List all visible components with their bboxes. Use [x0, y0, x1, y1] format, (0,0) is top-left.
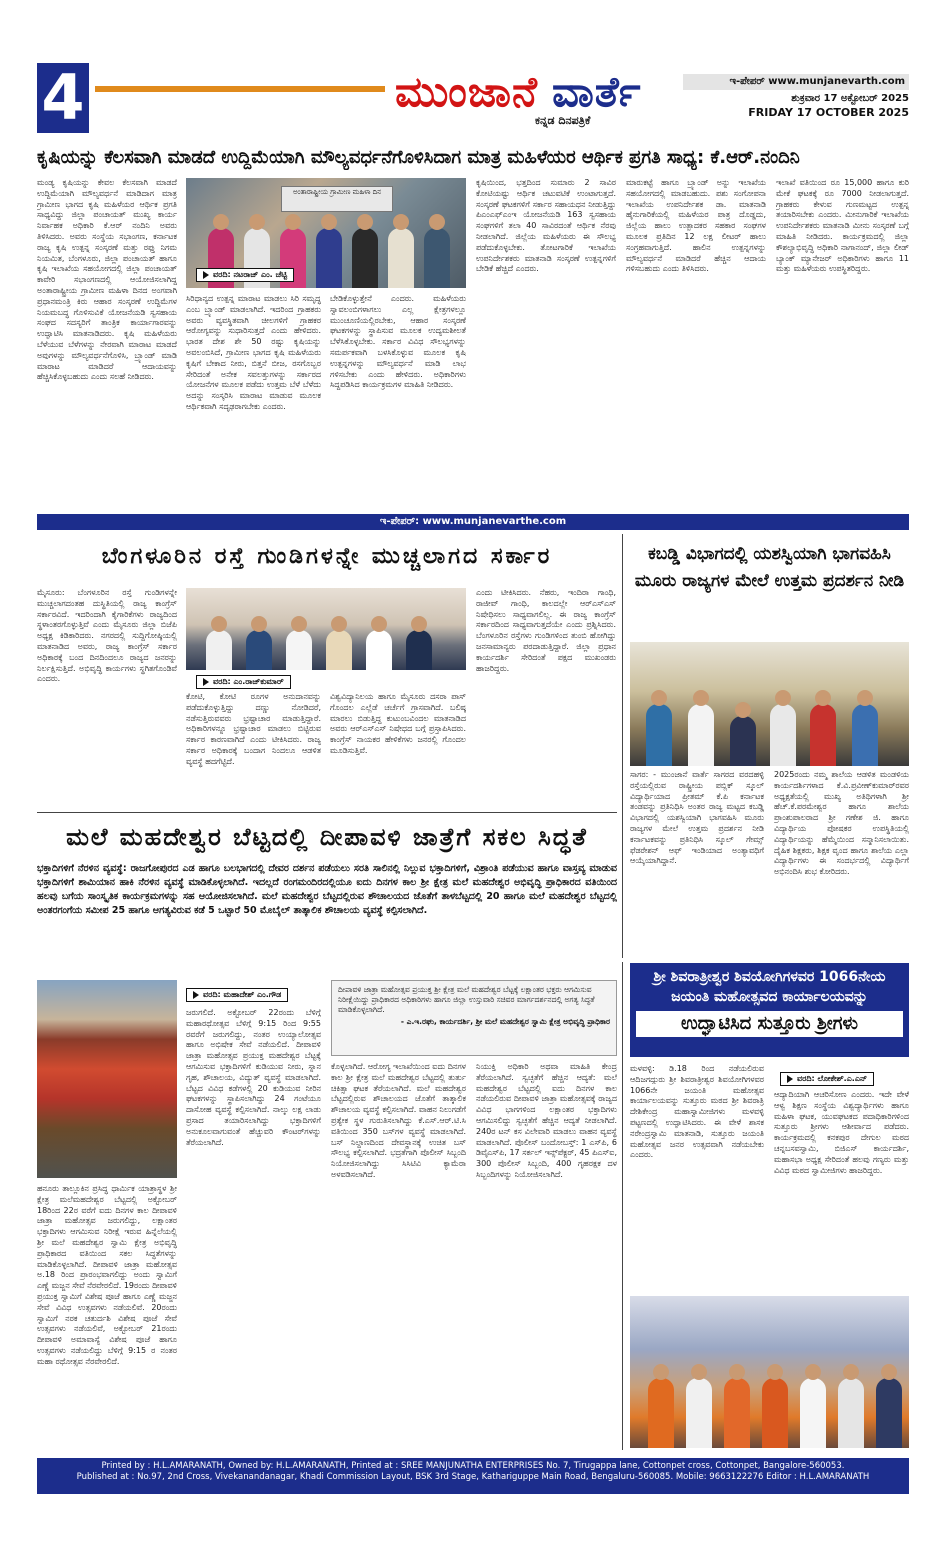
page-number: 4 — [37, 63, 89, 133]
credit-arrow-icon — [203, 271, 209, 279]
story1-col2: ಸಿರಿಧಾನ್ಯದ ಉತ್ಪನ್ನ ಮಾರಾಟ ಮಾಡಲು ಸಿರಿ ಸಮೃದ್ಧ ಎಂಬ ಬ್ರ್ಯಾಂಡ್ ಮಾಡಲಾಗಿದೆ. ಇದರಿಂದ ಗ್ರಾಹಕರು ಅವರು ವ್ಯವಸ್ಥಿತವಾಗಿ ಚೀಲಗಳಿಗೆ ಗ್ರಾಹಕರ ಆರೋಗ್ಯವನ್ನು ಸುಧಾರಿಸುತ್ತದೆ ಎಂದು ಹೇಳಿದರು. ಭಾರತ ದೇಶ ಶೇ 50 ರಷ್ಟು ಕೃಷಿಯನ್ನು ಅವಲಂಬಿಸಿದೆ, ಗ್ರಾಮೀಣ ಭಾಗದ ಕೃಷಿ ಮಹಿಳೆಯರು ಕೃಷಿಗೆ ಬೇಕಾದ ನೀರು, ಬಿತ್ತನೆ ಬೀಜ, ರಸಗೊಬ್ಬರ ಸೇರಿದಂತೆ ಅನೇಕ ಸವಲತ್ತುಗಳನ್ನು ಸರ್ಕಾರದ ಯೋಜನೆಗಳ ಮೂಲಕ ಪಡೆದು ಉತ್ತಮ ಬೆಳೆ ಬೆಳೆದು ಅದನ್ನು ಸಂಸ್ಕರಿಸಿ ಮಾರಾಟ ಮಾಡುವ ಮೂಲಕ ಆರ್ಥಿಕವಾಗಿ ಸದೃಢರಾಗಬೇಕು ಎಂದರು. — [186, 294, 321, 411]
story4-quote-author: - ಎ.ಇ.ರಘು, ಕಾರ್ಯದರ್ಶಿ, ಶ್ರೀ ಮಲೆ ಮಹದೇಶ್ವರ ಸ್ವಾಮಿ ಕ್ಷೇತ್ರ ಅಭಿವೃದ್ಧಿ ಪ್ರಾಧಿಕಾರ — [400, 1017, 610, 1026]
story3-col1: ಸಾಗರ: - ಮುಂಜಾನೆ ವಾರ್ತೆ ಸಾಗರದ ವರದಹಳ್ಳಿ ರಸ್ತೆಯಲ್ಲಿರುವ ರಾಷ್ಟ್ರೀಯ ಪಬ್ಲಿಕ್ ಸ್ಕೂಲ್ ವಿದ್ಯಾರ್ಥಿಯಾದ ಪ್ರೀತಮ್ ಕೆ.ಪಿ ಕರ್ನಾಟಕ ತಂಡವನ್ನು ಪ್ರತಿನಿಧಿಸಿ ಅಂತರ ರಾಜ್ಯ ಮಟ್ಟದ ಕಬಡ್ಡಿ ವಿಭಾಗದಲ್ಲಿ ಯಶಸ್ವಿಯಾಗಿ ಭಾಗವಹಿಸಿ ಮೂರು ರಾಜ್ಯಗಳ ಮೇಲೆ ಉತ್ತಮ ಪ್ರದರ್ಶನ ನೀಡಿ ಕರ್ನಾಟಕವನ್ನು ಪ್ರತಿನಿಧಿಸಿ ಸ್ಕೂಲ್ ಗೇಮ್ಸ್ ಫೆಡರೇಶನ್ ಆಫ್ ಇಂಡಿಯಾದ ಅಂತ್ಯಾವಧಿಗೆ ಆಯ್ಕೆಯಾಗಿದ್ದಾನೆ. — [630, 770, 764, 866]
credit-arrow-icon — [193, 991, 199, 999]
story2-photo — [186, 588, 466, 670]
story4-quote — [331, 980, 617, 1056]
story2-col3: ವಿಶ್ವವಿದ್ಯಾನಿಲಯ ಹಾಗೂ ಮೈಸೂರು ದಸರಾ ಪಾಸ್ ಗೊಂದಲ ಎಲ್ಲೆಡೆ ಚರ್ಚೆಗೆ ಗ್ರಾಸವಾಗಿದೆ. ಬಲಿಷ್ಠ ಮಾರಲು ಬಿಡುತ್ತಿದ್ದ ಕುಟುಂಬವಿಂದಲ ಮಾತನಾಡಿದ ಅವರು ಆರ್‌ಎಸ್‌ಎಸ್ ನಿಷೇಧದ ಬಗ್ಗೆ ಪ್ರಸ್ತಾಪಿಸಿದರು. ಕಾಂಗ್ರೆಸ್ ನಾಯಕರ ಹೇಳಿಕೆಗಳು ಜನರಲ್ಲಿ ಗೊಂದಲ ಮೂಡಿಸುತ್ತಿವೆ. — [330, 692, 466, 755]
story4-lead: ಭಕ್ತಾದಿಗಳಿಗೆ ನೆರಳಿನ ವ್ಯವಸ್ಥೆ: ರಾಜಗೋಪುರದ ಎಡ ಹಾಗೂ ಬಲಭಾಗದಲ್ಲಿ ದೇವರ ದರ್ಶನ ಪಡೆಯಲು ಸರತಿ ಸಾಲಿನಲ್ಲಿ ನಿಲ್ಲುವ ಭಕ್ತಾದಿಗಳಿಗೆ, ವಿಶ್ರಾಂತಿ ಪಡೆಯುವ ಹಾಗೂ ವಾಸ್ತವ್ಯ ಮಾಡುವ ಭಕ್ತಾದಿಗಳಿಗೆ ಶಾಮಿಯಾನ ಹಾಕಿ ನೆರಳಿನ ವ್ಯವಸ್ಥೆ ಮಾಡಿಕೊಳ್ಳಲಾಗಿದೆ. ಇದಲ್ಲದೆ ರಂಗಮಂದಿರದಲ್ಲಿಯೂ ಐದು ದಿನಗಳ ಕಾಲ ಶ್ರೀ ಕ್ಷೇತ್ರ ಮಲೆ ಮಹದೇಶ್ವರ ಅಭಿವೃದ್ಧಿ ಪ್ರಾಧಿಕಾರದ ವತಿಯಿಂದ ಹಲವು ಬಗೆಯ ಸಾಂಸ್ಕೃತಿಕ ಕಾರ್ಯಕ್ರಮಗಳನ್ನು ಸಹ ಆಯೋಜಿಸಲಾಗಿದೆ. ಮಲೆ ಮಹದೇಶ್ವರ ಬೆಟ್ಟದಲ್ಲಿರುವ ಶೌಚಾಲಯದ ಜೊತೆಗೆ ತಾಳಬೆಟ್ಟದಲ್ಲಿ 20 ಹಾಗೂ ಮಲೆ ಮಹದೇಶ್ವರ ಬೆಟ್ಟದಲ್ಲಿ ಅಂತರಗಂಗೆಯ ಸಮೀಪ 25 ಹಾಗೂ ಆಗತ್ಯವಿರುವ ಕಡೆ 5 ಒಟ್ಟಾರೆ 50 ಮೊಬೈಲ್ ತಾತ್ಕಾಲಿಕ ಶೌಚಾಲಯ ವ್ಯವಸ್ಥೆ ಕಲ್ಪಿಸಲಾಗಿದೆ. — [37, 863, 617, 916]
story5-headline-line2: ಜಯಂತಿ ಮಹೋತ್ಸವದ ಕಾರ್ಯಾಲಯವನ್ನು — [671, 989, 868, 1005]
story2-col2: ಕೋಟಿ, ಕೋಟಿ ರೂಗಳ ಅನುದಾನವನ್ನು ಪಡೆದುಕೊಳ್ಳುತ್ತಿದ್ದು ದಣ್ಣು ನೋಡಿದರೆ, ನಡೆಸುತ್ತಿರುವವರು ಭ್ರಷ್ಟಾಚಾರ ಮಾಡುತ್ತಿದ್ದಾರೆ. ಅಧಿಕಾರಿಗಳನ್ನೂ ಭ್ರಷ್ಟಾಚಾರ ಮಾಡಲು ಬಿಟ್ಟಿರುವ ಸರ್ಕಾರ ಕಾರಣವಾಗಿದೆ ಎಂದು ಟೀಕಿಸಿದರು. ರಾಜ್ಯ ಸರ್ಕಾರ ಅಧಿಕಾರಕ್ಕೆ ಬಂದಾಗ ನಿಂದಲೂ ಆಡಳಿತ ವ್ಯವಸ್ಥೆ ಹದಗೆಟ್ಟಿದೆ. — [186, 692, 321, 766]
story2-col4: ಎಂದು ಟೀಕಿಸಿದರು. ನೆಹರು, ಇಂದಿರಾ ಗಾಂಧಿ, ರಾಜೀವ್ ಗಾಂಧಿ, ಕಾಲದಲ್ಲೇ ಆರ್‌ಎಸ್‌ಎಸ್ ನಿಷೇಧಿಸಲು ಸಾಧ್ಯವಾಗಲಿಲ್ಲ. ಈ ರಾಜ್ಯ ಕಾಂಗ್ರೆಸ್ ಸರ್ಕಾರದಿಂದ ಸಾಧ್ಯವಾಗುತ್ತದೆಯೇ ಎಂದು ಪ್ರಶ್ನಿಸಿದರು. ಬೆಂಗಳೂರಿನ ರಸ್ತೆಗಳು ಗುಂಡಿಗಳಿಂದ ತುಂಬಿ ಹೋಗಿದ್ದು ಜನಸಾಮಾನ್ಯರು ಪರದಾಡುತ್ತಿದ್ದಾರೆ. ಜಿಲ್ಲಾ ಪ್ರಧಾನ ಕಾರ್ಯದರ್ಶಿ ಸೇರಿದಂತೆ ಪಕ್ಷದ ಮುಖಂಡರು ಹಾಜರಿದ್ದರು. — [476, 588, 616, 673]
story1-col5: ಮಾರುಕಟ್ಟೆ ಹಾಗೂ ಬ್ರ್ಯಾಂಡ್ ಅನ್ನು ಇಲಾಖೆಯ ಸಹಯೋಗದಲ್ಲಿ ಮಾಡಬಹುದು. ಪಶು ಸಂಗೋಪನಾ ಇಲಾಖೆಯ ಉಪನಿರ್ದೇಶಕ ಡಾ. ಮಾತನಾಡಿ ಹೈನುಗಾರಿಕೆಯಲ್ಲಿ ಮಹಿಳೆಯರ ಪಾತ್ರ ದೊಡ್ಡದು, ಜಿಲ್ಲೆಯ ಹಾಲು ಉತ್ಪಾದಕರ ಸಹಕಾರ ಸಂಘಗಳ ಮೂಲಕ ಪ್ರತಿದಿನ 12 ಲಕ್ಷ ಲೀಟರ್ ಹಾಲು ಸಂಗ್ರಹವಾಗುತ್ತಿದೆ. ಹಾಲಿನ ಉತ್ಪನ್ನಗಳನ್ನು ಮೌಲ್ಯವರ್ಧನೆ ಮಾಡಿದರೆ ಹೆಚ್ಚಿನ ಆದಾಯ ಗಳಿಸಬಹುದು ಎಂದು ತಿಳಿಸಿದರು. — [626, 178, 766, 274]
imprint-line2: Published at : No.97, 2nd Cross, Vivekanandanagar, Khadi Commission Layout, BSK 3rd Stage, Katharigupp​e Main Road, Bengaluru-560085. Mobile: 9663122276 Editor : H.L.AMARANATH — [76, 1472, 870, 1482]
story4-col1: ಹನೂರು ತಾಲ್ಲೂಕಿನ ಪ್ರಸಿದ್ಧ ಧಾರ್ಮಿಕ ಯಾತ್ರಾಸ್ಥಳ ಶ್ರೀ ಕ್ಷೇತ್ರ ಮಲೆಮಹದೇಶ್ವರ ಬೆಟ್ಟದಲ್ಲಿ ಅಕ್ಟೋಬರ್ 18ರಿಂದ 22ರ ವರೆಗೆ ಐದು ದಿನಗಳ ಕಾಲ ದೀಪಾವಳಿ ಜಾತ್ರಾ ಮಹೋತ್ಸವ ಜರುಗಲಿದ್ದು, ಲಕ್ಷಾಂತರ ಭಕ್ತಾದಿಗಳು ಆಗಮಿಸುವ ನಿರೀಕ್ಷೆ ಇರುವ ಹಿನ್ನೆಲೆಯಲ್ಲಿ ಶ್ರೀ ಮಲೆ ಮಹದೇಶ್ವರ ಸ್ವಾಮಿ ಕ್ಷೇತ್ರ ಅಭಿವೃದ್ಧಿ ಪ್ರಾಧಿಕಾರದ ವತಿಯಿಂದ ಸಕಲ ಸಿದ್ಧತೆಗಳನ್ನು ಮಾಡಿಕೊಳ್ಳಲಾಗಿದೆ. ದೀಪಾವಳಿ ಜಾತ್ರಾ ಮಹೋತ್ಸವ ಅ.18 ರಿಂದ ಪ್ರಾರಂಭವಾಗಲಿದ್ದು ಅಂದು ಸ್ವಾಮಿಗೆ ಎಣ್ಣೆ ಮಜ್ಜನ ಸೇವೆ ನೆರವೇರಲಿದೆ. 19ರಂದು ದೀಪಾವಳಿ ಪ್ರಯುಕ್ತ ಸ್ವಾಮಿಗೆ ವಿಶೇಷ ಪೂಜೆ ಹಾಗೂ ಎಣ್ಣೆ ಮಜ್ಜನ ಸೇವೆ ವಿವಿಧ ಉತ್ಸವಗಳು ನಡೆಯಲಿವೆ. 20ರಂದು ಸ್ವಾಮಿಗೆ ನರಕ ಚತುರ್ದಶಿ ವಿಶೇಷ ಪೂಜೆ ಸೇವೆ ಉತ್ಸವಗಳು ನಡೆಯಲಿವೆ, ಅಕ್ಟೋಬರ್ 21ರಂದು ದೀಪಾವಳಿ ಅಮಾವಾಸ್ಯೆ ವಿಶೇಷ ಪೂಜೆ ಹಾಗೂ ಉತ್ಸವಗಳು ನಡೆಯಲಿದ್ದು ಬೆಳಿಗ್ಗೆ 9:15 ರ ನಂತರ ಮಹಾ ರಥೋತ್ಸವ ನೆರವೇರಲಿದೆ. — [37, 1184, 177, 1366]
story4-photo — [37, 980, 177, 1178]
story2-headline[interactable]: ಬೆಂಗಳೂರಿನ ರಸ್ತೆ ಗುಂಡಿಗಳನ್ನೇ ಮುಚ್ಚಲಾಗದ ಸರ್ಕಾರ — [101, 544, 553, 569]
story2-credit: ವರದಿ: ಎಂ.ರಾಜ್‌ಕುಮಾರ್ — [196, 675, 291, 689]
masthead — [395, 67, 642, 116]
story5-credit: ವರದಿ: ಲೋಕೇಶ್.ಎ.ಎನ್ — [780, 1072, 874, 1086]
story5-headline[interactable] — [630, 963, 909, 1057]
story5-photo — [630, 1296, 909, 1448]
story4-headline[interactable]: ಮಲೆ ಮಹದೇಶ್ವರ ಬೆಟ್ಟದಲ್ಲಿ ದೀಪಾವಳಿ ಜಾತ್ರೆಗೆ ಸಕಲ ಸಿದ್ಧತೆ — [66, 823, 588, 851]
photo-banner: ಅಂತಾರಾಷ್ಟ್ರೀಯ ಗ್ರಾಮೀಣ ಮಹಿಳಾ ದಿನ — [281, 186, 393, 212]
story5-col1: ಮಳವಳ್ಳಿ: ಡಿ.18 ರಿಂದ ನಡೆಯಲಿರುವ ಆದಿಜಗದ್ಗುರು ಶ್ರೀ ಶಿವರಾತ್ರೀಶ್ವರ ಶಿವಯೋಗಿಗಳವರ 1066ನೇ ಜಯಂತಿ ಮಹೋತ್ಸವ ಕಾರ್ಯಾಲಯವನ್ನು ಸುತ್ತೂರು ಮಠದ ಶ್ರೀ ಶಿವರಾತ್ರಿ ದೇಶಿಕೇಂದ್ರ ಮಹಾಸ್ವಾಮೀಜಿಗಳು ಮಳವಳ್ಳಿ ಪಟ್ಟಣದಲ್ಲಿ ಉದ್ಘಾಟಿಸಿದರು. ಈ ವೇಳೆ ಶಾಸಕ ನರೇಂದ್ರಸ್ವಾಮಿ ಮಾತನಾಡಿ, ಸುತ್ತೂರು ಜಯಂತಿ ಮಹೋತ್ಸವ ಜನರ ಉತ್ಸವವಾಗಿ ನಡೆಯಬೇಕು ಎಂದರು. — [630, 1064, 764, 1160]
column-divider — [622, 534, 623, 958]
story2-col1: ಮೈಸೂರು: ಬೆಂಗಳೂರಿನ ರಸ್ತೆ ಗುಂಡಿಗಳನ್ನೇ ಮುಚ್ಚಲಾಗದಂತಹ ದುಸ್ಥಿತಿಯಲ್ಲಿ ರಾಜ್ಯ ಕಾಂಗ್ರೆಸ್ ಸರ್ಕಾರವಿದೆ. ಇದರಿಂದಾಗಿ ಕೈಗಾರಿಕೆಗಳು ರಾಜ್ಯದಿಂದ ಸ್ಥಳಾಂತರಗೊಳ್ಳುತ್ತಿವೆ ಎಂದು ಮೈಸೂರು ಜಿಲ್ಲಾ ಬಿಜೆಪಿ ಅಧ್ಯಕ್ಷ ಕಿಡಿಕಾರಿದರು. ನಗರದಲ್ಲಿ ಸುದ್ದಿಗೋಷ್ಠಿಯಲ್ಲಿ ಮಾತನಾಡಿದ ಅವರು, ರಾಜ್ಯ ಕಾಂಗ್ರೆಸ್ ಸರ್ಕಾರ ಅಧಿಕಾರಕ್ಕೆ ಬಂದ ದಿನದಿಂದಲೂ ರಾಜ್ಯದ ಜನರನ್ನು ನಿರ್ಲಕ್ಷಿಸುತ್ತಿದೆ. ಅಭಿವೃದ್ಧಿ ಕಾರ್ಯಗಳು ಸ್ಥಗಿತಗೊಂಡಿವೆ ಎಂದರು. — [37, 588, 177, 684]
story5-col2: ಆದ್ಯಾದಿಯಾಗಿ ಆಚರಿಸೋಣ ಎಂದರು. ಇದೇ ವೇಳೆ ಆಳ್ವ ಶಿಕ್ಷಣ ಸಂಸ್ಥೆಯ ವಿಶ್ವದ್ಯಾರ್ಥಿಗಳು ಹಾಗೂ ಮಹಿಳಾ ಘಟಕ, ಯುವಘಟಕದ ಪದಾಧಿಕಾರಿಗಳಿಂದ ಸುತ್ತೂರು ಶ್ರೀಗಳು ಆಶೀರ್ವಾದ ಪಡೆದರು. ಕಾರ್ಯಕ್ರಮದಲ್ಲಿ ಕನಕಪುರ ದೇಗುಲ ಮಠದ ಚನ್ನಬಸವಸ್ವಾಮಿ, ಬಿಜಿಎಸ್ ಕಾರ್ಯದರ್ಶಿ, ಮಹಾಸಭಾ ಅಧ್ಯಕ್ಷ ಸೇರಿದಂತೆ ಹಲವು ಗಣ್ಯರು ಮತ್ತು ವಿವಿಧ ಮಠದ ಸ್ವಾಮೀಜಿಗಳು ಹಾಜರಿದ್ದರು. — [774, 1090, 909, 1175]
story3-headline[interactable]: ಕಬಡ್ಡಿ ವಿಭಾಗದಲ್ಲಿ ಯಶಸ್ವಿಯಾಗಿ ಭಾಗವಹಿಸಿ ಮೂರು ರಾಜ್ಯಗಳ ಮೇಲೆ ಉತ್ತಮ ಪ್ರದರ್ಶನ ನೀಡಿ — [634, 544, 905, 591]
date-kannada: ಶುಕ್ರವಾರ 17 ಅಕ್ಟೋಬರ್ 2025 — [791, 93, 909, 104]
story4-credit: ವರದಿ: ಮಹಾದೇಶ್ ಎಂ.ಗೌಡ — [186, 988, 288, 1002]
credit-arrow-icon — [203, 678, 209, 686]
story4-col2: ಜರುಗಲಿದೆ. ಅಕ್ಟೋಬರ್ 22ರಂದು ಬೆಳಿಗ್ಗೆ ಮಹಾರಥೋತ್ಸವ ಬೆಳಿಗ್ಗೆ 9:15 ರಿಂದ 9:55 ರವರೆಗೆ ಜರುಗಲಿದ್ದು, ನಂತರ ಉಯ್ಯಾಲೋತ್ಸವ ಹಾಗೂ ಅಭಿಷೇಕ ಸೇವೆ ನಡೆಯಲಿದೆ. ದೀಪಾವಳಿ ಜಾತ್ರಾ ಮಹೋತ್ಸವ ಪ್ರಯುಕ್ತ ಮಹದೇಶ್ವರ ಬೆಟ್ಟಕ್ಕೆ ಆಗಮಿಸುವ ಭಕ್ತಾದಿಗಳಿಗೆ ಕುಡಿಯುವ ನೀರು, ಸ್ನಾನ ಗೃಹ, ಶೌಚಾಲಯ, ವಿದ್ಯುತ್ ವ್ಯವಸ್ಥೆ ಮಾಡಲಾಗಿದೆ. ಬೆಟ್ಟದ ವಿವಿಧ ಕಡೆಗಳಲ್ಲಿ 20 ಕುಡಿಯುವ ನೀರಿನ ಘಟಕಗಳನ್ನು ಸ್ಥಾಪಿಸಲಾಗಿದ್ದು 24 ಗಂಟೆಯೂ ದಾಸೋಹ ವ್ಯವಸ್ಥೆ ಕಲ್ಪಿಸಲಾಗಿದೆ. ನಾಲ್ಕು ಲಕ್ಷ ಲಾಡು ಪ್ರಸಾದ ತಯಾರಿಸಲಾಗಿದ್ದು ಭಕ್ತಾದಿಗಳಿಗೆ ಅನುಕೂಲವಾಗುವಂತೆ ಹೆಚ್ಚುವರಿ ಕೌಂಟರ್‌ಗಳನ್ನು ತೆರೆಯಲಾಗಿದೆ. — [186, 1008, 321, 1147]
story1-col4: ಕೃಷಿಯಿಂದ, ಭತ್ತದಿಂದ ಸುಮಾರು 2 ಸಾವಿರ ಕೋಟಿಯಷ್ಟು ಆರ್ಥಿಕ ಚಟುವಟಿಕೆ ಉಂಟಾಗುತ್ತದೆ. ಸಂಸ್ಕರಣೆ ಘಟಕಗಳಿಗೆ ಸರ್ಕಾರ ಸಹಾಯಧನ ನೀಡುತ್ತಿದ್ದು ಪಿಎಂಎಫ್‌ಎಂಇ ಯೋಜನೆಯಡಿ 163 ಸ್ವಸಹಾಯ ಸಂಘಗಳಿಗೆ ತಲಾ 40 ಸಾವಿರದಂತೆ ಆರ್ಥಿಕ ನೆರವು ನೀಡಲಾಗಿದೆ. ಜಿಲ್ಲೆಯ ಮಹಿಳೆಯರು ಈ ಸೌಲಭ್ಯ ಪಡೆದುಕೊಳ್ಳಬೇಕು. ತೋಟಗಾರಿಕೆ ಇಲಾಖೆಯ ಉಪನಿರ್ದೇಶಕರು ಮಾತನಾಡಿ ಸಂಸ್ಕರಣೆ ಉತ್ಪನ್ನಗಳಿಗೆ ಬೇಡಿಕೆ ಹೆಚ್ಚಿದೆ ಎಂದರು. — [476, 178, 616, 274]
masthead-rule-left — [95, 86, 385, 92]
story1-credit: ವರದಿ: ನಟರಾಜ್ ಎಂ. ಚೆಟ್ಟಿ — [196, 268, 294, 282]
masthead-part1: ಮುಂಜಾನೆ — [395, 67, 538, 116]
story1-col1: ಮಂಡ್ಯ ಕೃಷಿಯನ್ನು ಕೇವಲ ಕೆಲಸವಾಗಿ ಮಾಡದೆ ಉದ್ದಿಮೆಯಾಗಿ ಮೌಲ್ಯವರ್ಧನೆ ಮಾಡಿದಾಗ ಮಾತ್ರ ಗ್ರಾಮೀಣ ಭಾಗದ ಕೃಷಿ ಮಹಿಳೆಯರ ಆರ್ಥಿಕ ಪ್ರಗತಿ ಸಾಧ್ಯವಿದ್ದು ಜಿಲ್ಲಾ ಪಂಚಾಯತ್ ಮುಖ್ಯ ಕಾರ್ಯ ನಿರ್ವಾಹಕ ಅಧಿಕಾರಿ ಕೆ.ಆರ್ ನಂದಿನಿ ಅವರು ತಿಳಿಸಿದರು. ಅವರು ಸಂಸ್ಥೆಯ ಸಭಾಂಗಣ, ಕರ್ನಾಟಕ ರಾಜ್ಯ ಕೃಷಿ ಉತ್ಪನ್ನ ಸಂಸ್ಕರಣೆ ಮತ್ತು ರಫ್ತು ನಿಗಮ ನಿಯಮಿತ, ಬೆಂಗಳೂರು, ಜಿಲ್ಲಾ ಪಂಚಾಯತ್ ಹಾಗೂ ಕೃಷಿ ಇಲಾಖೆಯ ಸಹಯೋಗದಲ್ಲಿ ಜಿಲ್ಲಾ ಪಂಚಾಯತ್ ಕಾವೇರಿ ಸಭಾಂಗಣದಲ್ಲಿ ಆಯೋಜಿಸಲಾಗಿದ್ದ ಅಂತಾರಾಷ್ಟ್ರೀಯ ಗ್ರಾಮೀಣ ಮಹಿಳಾ ದಿನದ ಅಂಗವಾಗಿ ಪ್ರಧಾನಮಂತ್ರಿ ಕಿರು ಆಹಾರ ಸಂಸ್ಕರಣೆ ಉದ್ದಿಮೆಗಳ ನಿಯಮಬದ್ಧ ಗೊಳಿಸುವಿಕೆ ಯೋಜನೆಯಡಿ ಸ್ವಸಹಾಯ ಸಂಘದ ಸದಸ್ಯರಿಗೆ ತಾಂತ್ರಿಕ ಕಾರ್ಯಾಗಾರವನ್ನು ಉದ್ಘಾಟಿಸಿ ಮಾತನಾಡಿದರು. ಕೃಷಿ ಮಹಿಳೆಯರು ಬೆಳೆಯುವ ಬೆಳೆಗಳನ್ನು ನೇರವಾಗಿ ಮಾರಾಟ ಮಾಡದೆ ಅವುಗಳನ್ನು ಮೌಲ್ಯವರ್ಧನೆಗೊಳಿಸಿ, ಬ್ರ್ಯಾಂಡ್ ಮಾಡಿ ಮಾರಾಟ ಮಾಡಿದರೆ ಆದಾಯವನ್ನು ಹೆಚ್ಚಿಸಿಕೊಳ್ಳಬಹುದು ಎಂದು ಸಲಹೆ ನೀಡಿದರು. — [37, 178, 177, 382]
credit-arrow-icon — [787, 1075, 793, 1083]
story3-col2: 2025ರಂದು ನಮ್ಮ ಶಾಲೆಯ ಆಡಳಿತ ಮಂಡಳಿಯ ಕಾರ್ಯದರ್ಶಿಗಳಾದ ಕೆ.ವಿ.ಪ್ರವೀಣ್‌ಕುಮಾರ್‌ರವರ ಅಧ್ಯಕ್ಷತೆಯಲ್ಲಿ ಮುಖ್ಯ ಅತಿಥಿಗಳಾಗಿ ಶ್ರೀ ಹೆಚ್.ಕೆ.ಪರಮೇಶ್ವರ ಹಾಗೂ ಶಾಲೆಯ ಪ್ರಾಂಶುಪಾಲರಾದ ಶ್ರೀ ಗಣೇಶ ಜಿ. ಹಾಗೂ ವಿದ್ಯಾರ್ಥಿಯ ಪೋಷಕರ ಉಪಸ್ಥಿತಿಯಲ್ಲಿ ವಿದ್ಯಾರ್ಥಿಯನ್ನು ಹೆಮ್ಮೆಯಿಂದ ಸನ್ಮಾನಿಸಲಾಯಿತು. ದೈಹಿಕ ಶಿಕ್ಷಕರು, ಶಿಕ್ಷಕ ವೃಂದ ಹಾಗೂ ಶಾಲೆಯ ಎಲ್ಲಾ ವಿದ್ಯಾರ್ಥಿಗಳು ಈ ಸಂದರ್ಭದಲ್ಲಿ ವಿದ್ಯಾರ್ಥಿಗೆ ಅಭಿನಂದಿಸಿ ಶುಭ ಕೋರಿದರು. — [774, 770, 909, 877]
story5-headline-line1: ಶ್ರೀ ಶಿವರಾತ್ರೀಶ್ವರ ಶಿವಯೋಗಿಗಳವರ 1066ನೇಯ — [653, 969, 886, 985]
epaper-url[interactable]: ಇ-ಪೇಪರ್ www.munjanevarth.com — [683, 74, 909, 90]
story1-col6: ಇಲಾಖೆ ವತಿಯಿಂದ ರೂ 15,000 ಹಾಗೂ ಕುರಿ ಮೇಕೆ ಘಟಕಕ್ಕೆ ರೂ 7000 ನೀಡಲಾಗುತ್ತದೆ. ಗ್ರಾಹಕರು ಕೇಳುವ ಗುಣಮಟ್ಟದ ಉತ್ಪನ್ನ ತಯಾರಿಸಬೇಕು ಎಂದರು. ಮೀನುಗಾರಿಕೆ ಇಲಾಖೆಯ ಉಪನಿರ್ದೇಶಕರು ಮಾತನಾಡಿ ಮೀನು ಸಂಸ್ಕರಣೆ ಬಗ್ಗೆ ಮಾಹಿತಿ ನೀಡಿದರು. ಕಾರ್ಯಕ್ರಮದಲ್ಲಿ ಜಿಲ್ಲಾ ಕೌಶಲ್ಯಾಭಿವೃದ್ಧಿ ಅಧಿಕಾರಿ ನಾಗಾನಂದ್, ಜಿಲ್ಲಾ ಲೀಡ್ ಬ್ಯಾಂಕ್ ಮ್ಯಾನೇಜರ್ ಅಧಿಕಾರಿಗಳು ಹಾಗೂ 11 ಮತ್ತು ಮಹಿಳೆಯರು ಉಪಸ್ಥಿತರಿದ್ದರು. — [776, 178, 909, 274]
story5-headline-line3: ಉದ್ಘಾಟಿಸಿದ ಸುತ್ತೂರು ಶ್ರೀಗಳು — [636, 1011, 903, 1037]
story4-col3: ಕೊಳ್ಳಲಾಗಿದೆ. ಆರೋಗ್ಯ ಇಲಾಖೆಯಿಂದ ಐದು ದಿನಗಳ ಕಾಲ ಶ್ರೀ ಕ್ಷೇತ್ರ ಮಲೆ ಮಹದೇಶ್ವರ ಬೆಟ್ಟದಲ್ಲಿ ತುರ್ತು ಚಿಕಿತ್ಸಾ ಘಟಕ ತೆರೆಯಲಾಗಿದೆ. ಮಲೆ ಮಹದೇಶ್ವರ ಬೆಟ್ಟದಲ್ಲಿರುವ ಶೌಚಾಲಯದ ಜೊತೆಗೆ ತಾತ್ಕಾಲಿಕ ಶೌಚಾಲಯ ವ್ಯವಸ್ಥೆ ಕಲ್ಪಿಸಲಾಗಿದೆ. ವಾಹನ ನಿಲುಗಡೆಗೆ ಪ್ರತ್ಯೇಕ ಸ್ಥಳ ಗುರುತಿಸಲಾಗಿದ್ದು ಕೆ.ಎಸ್.ಆರ್.ಟಿ.ಸಿ ವತಿಯಿಂದ 350 ಬಸ್‌ಗಳ ವ್ಯವಸ್ಥೆ ಮಾಡಲಾಗಿದೆ. ಬಸ್ ನಿಲ್ದಾಣದಿಂದ ದೇವಸ್ಥಾನಕ್ಕೆ ಉಚಿತ ಬಸ್ ಸೌಲಭ್ಯ ಕಲ್ಪಿಸಲಾಗಿದೆ. ಭದ್ರತೆಗಾಗಿ ಪೊಲೀಸ್ ಸಿಬ್ಬಂದಿ ನಿಯೋಜಿಸಲಾಗಿದ್ದು ಸಿಸಿಟಿವಿ ಕ್ಯಾಮೆರಾ ಅಳವಡಿಸಲಾಗಿದೆ. — [331, 1062, 466, 1179]
story1-col3: ಬೇಡಿಕೊಳ್ಳುತ್ತೇನೆ ಎಂದರು. ಮಹಿಳೆಯರು ಸ್ವಾವಲಂಬಿಗಳಾಗಲು ಎಲ್ಲ ಕ್ಷೇತ್ರಗಳಲ್ಲೂ ಮುಂಚೂಣಿಯಲ್ಲಿರಬೇಕು, ಆಹಾರ ಸಂಸ್ಕರಣೆ ಘಟಕಗಳನ್ನು ಸ್ಥಾಪಿಸುವ ಮೂಲಕ ಉದ್ಯಮಶೀಲತೆ ಬೆಳೆಸಿಕೊಳ್ಳಬೇಕು. ಸರ್ಕಾರ ವಿವಿಧ ಸೌಲಭ್ಯಗಳನ್ನು ಸಮರ್ಪಕವಾಗಿ ಬಳಸಿಕೊಳ್ಳುವ ಮೂಲಕ ಕೃಷಿ ಉತ್ಪನ್ನಗಳನ್ನು ಮೌಲ್ಯವರ್ಧನೆ ಮಾಡಿ ಲಾಭ ಗಳಿಸಬೇಕು ಎಂದು ಹೇಳಿದರು. ಅಧಿಕಾರಿಗಳು ಸಿದ್ದಪಡಿಸಿದ ಕಾರ್ಯಕ್ರಮಗಳ ಮಾಹಿತಿ ನೀಡಿದರು. — [330, 294, 466, 390]
story4-col4: ನಿಯುಕ್ತಿ ಅಧಿಕಾರಿ ಅಥವಾ ಮಾಹಿತಿ ಕೇಂದ್ರ ತೆರೆಯಲಾಗಿದೆ. ಸ್ವಚ್ಛತೆಗೆ ಹೆಚ್ಚಿನ ಆದ್ಯತೆ: ಮಲೆ ಮಹದೇಶ್ವರ ಬೆಟ್ಟದಲ್ಲಿ ಐದು ದಿನಗಳ ಕಾಲ ನಡೆಯಲಿರುವ ದೀಪಾವಳಿ ಜಾತ್ರಾ ಮಹೋತ್ಸವಕ್ಕೆ ರಾಜ್ಯದ ವಿವಿಧ ಭಾಗಗಳಿಂದ ಲಕ್ಷಾಂತರ ಭಕ್ತಾದಿಗಳು ಆಗಮಿಸಲಿದ್ದು ಸ್ವಚ್ಛತೆಗೆ ಹೆಚ್ಚಿನ ಆದ್ಯತೆ ನೀಡಲಾಗಿದೆ. 240ರ ಟನ್ ಕಸ ವಿಲೇವಾರಿ ಮಾಡಲು ವಾಹನ ವ್ಯವಸ್ಥೆ ಮಾಡಲಾಗಿದೆ. ಪೊಲೀಸ್ ಬಂದೋಬಸ್ತ್: 1 ಎಸ್‌ಪಿ, 6 ಡಿವೈಎಸ್‌ಪಿ, 17 ಸರ್ಕಲ್ ಇನ್ಸ್‌ಪೆಕ್ಟರ್, 45 ಪಿಎಸ್‌ಐ, 300 ಪೊಲೀಸ್ ಸಿಬ್ಬಂದಿ, 400 ಗೃಹರಕ್ಷಕ ದಳ ಸಿಬ್ಬಂದಿಗಳನ್ನು ನಿಯೋಜಿಸಲಾಗಿದೆ. — [476, 1062, 617, 1179]
date-english: FRIDAY 17 OCTOBER 2025 — [748, 106, 909, 119]
story4-quote-text: ದೀಪಾವಳಿ ಜಾತ್ರಾ ಮಹೋತ್ಸವ ಪ್ರಯುಕ್ತ ಶ್ರೀ ಕ್ಷೇತ್ರ ಮಲೆ ಮಹದೇಶ್ವರ ಬೆಟ್ಟಕ್ಕೆ ಲಕ್ಷಾಂತರ ಭಕ್ತರು ಆಗಮಿಸುವ ನಿರೀಕ್ಷೆಯಿದ್ದು ಪ್ರಾಧಿಕಾರದ ಅಧಿಕಾರಿಗಳು ಹಾಗೂ ಜಿಲ್ಲಾ ಉಸ್ತುವಾರಿ ಸಚಿವರ ಮಾರ್ಗದರ್ಶನದಲ್ಲಿ ಅಗತ್ಯ ಸಿದ್ಧತೆ ಮಾಡಿಕೊಳ್ಳಲಾಗಿದೆ. — [338, 985, 595, 1014]
story1-headline[interactable]: ಕೃಷಿಯನ್ನು ಕೆಲಸವಾಗಿ ಮಾಡದೆ ಉದ್ದಿಮೆಯಾಗಿ ಮೌಲ್ಯವರ್ಧನೆಗೊಳಿಸಿದಾಗ ಮಾತ್ರ ಮಹಿಳೆಯರ ಆರ್ಥಿಕ ಪ್ರಗತಿ ಸಾಧ್ಯ: ಕೆ.ಆರ್.ನಂದಿನಿ — [37, 147, 800, 168]
story3-photo — [630, 642, 909, 766]
column-divider — [622, 962, 623, 1450]
imprint-footer — [37, 1458, 909, 1494]
tagline: ಕನ್ನಡ ದಿನಪತ್ರಿಕೆ — [535, 114, 591, 127]
url-strip[interactable]: ಇ-ಪೇಪರ್: www.munjanevarthe.com — [37, 514, 909, 530]
masthead-part2: ವಾರ್ತೆ — [552, 67, 642, 116]
section-divider — [37, 812, 617, 813]
imprint-line1: Printed by : H.L.AMARANATH, Owned by: H.L.AMARANATH, Printed at : SREE MANJUNATHA ENTERPRISES No. 7, Tirugappa lane, Cottonpet cross, Cottonpet, Bangalore-560053. — [101, 1461, 845, 1471]
